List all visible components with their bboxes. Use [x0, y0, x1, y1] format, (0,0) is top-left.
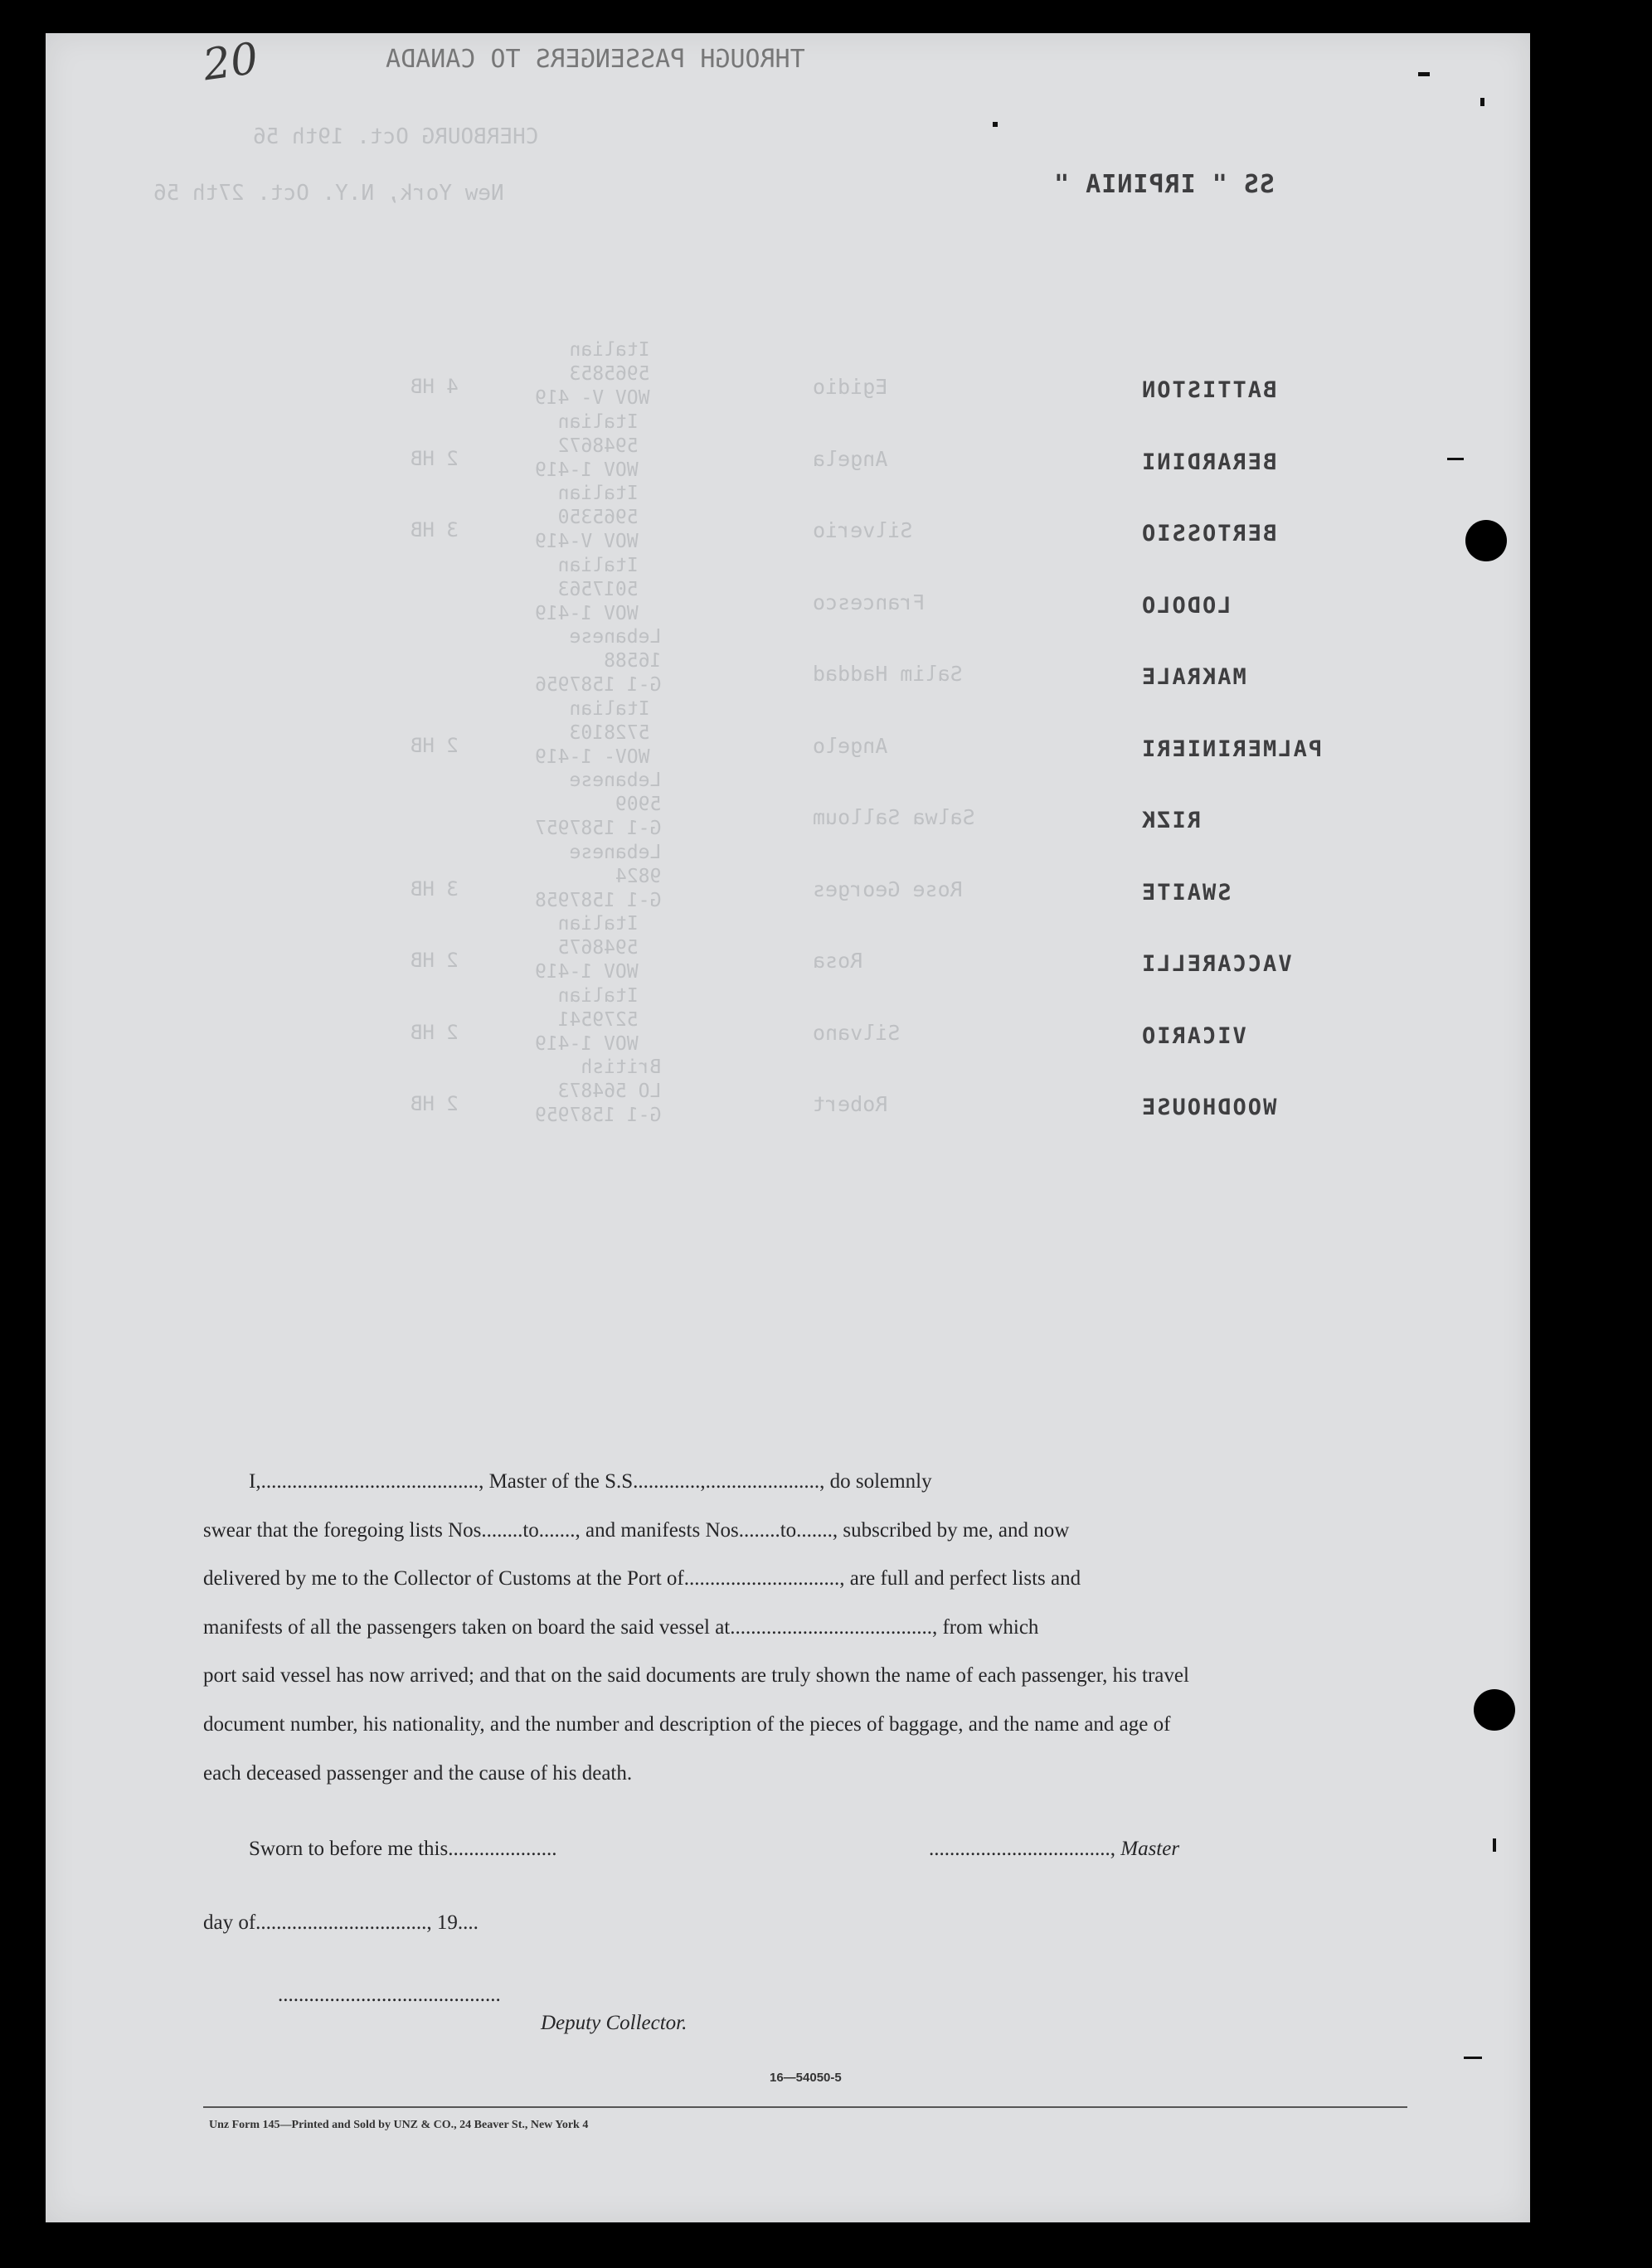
document-line: Italian [557, 483, 639, 504]
passenger-given-name: Angela [813, 446, 888, 471]
passenger-surname: MAKRALE [1140, 664, 1246, 690]
document-line: WOV 1-419 [535, 1032, 639, 1055]
document-line: 5948675 [557, 937, 639, 959]
passenger-given-name: Silverio [813, 518, 913, 542]
passenger-baggage: 3 HB [411, 877, 459, 901]
passenger-document [535, 769, 661, 841]
passenger-surname: WOODHOUSE [1140, 1095, 1277, 1120]
oath-line-5: port said vessel has now arrived; and that on the said documents are truly shown the name of each passenger, his travel [203, 1664, 1189, 1688]
oath-line-3: delivered by me to the Collector of Customs at the Port of.............................., are full and perfect lists and [203, 1567, 1081, 1591]
handwritten-number: 20 [200, 33, 262, 91]
speck-mark [1418, 72, 1430, 76]
document-line: WOV 1-419 [535, 961, 639, 983]
bleed-title: THROUGH PASSENGERS TO CANADA [386, 45, 805, 74]
punch-hole-upper [1465, 520, 1507, 561]
speck-mark [1480, 98, 1484, 106]
passenger-given-name: Francesco [813, 590, 926, 614]
passenger-document [535, 554, 639, 626]
deputy-dots: ........................................... [278, 1984, 501, 2006]
passenger-document [535, 482, 639, 554]
passenger-surname: VICARIO [1140, 1022, 1246, 1049]
passenger-baggage: 3 HB [411, 518, 459, 542]
printer-credit: Unz Form 145—Printed and Sold by UNZ & CO., 24 Beaver St., New York 4 [209, 2119, 589, 2131]
speck-mark [1464, 2057, 1482, 2059]
oath-line-1: I,.........................................., Master of the S.S.............,......................, do solemnly [249, 1470, 932, 1493]
document-line: Italian [569, 697, 650, 720]
passenger-baggage: 4 HB [411, 375, 459, 398]
passenger-given-name: Silvano [813, 1020, 901, 1045]
passenger-given-name: Rose Georges [813, 877, 963, 901]
oath-paragraph [203, 1458, 1406, 1798]
passenger-baggage: 2 HB [411, 733, 459, 757]
passenger-surname: VACCARELLI [1140, 951, 1292, 977]
document-line: British [581, 1056, 662, 1078]
deputy-collector-label: Deputy Collector. [541, 2012, 688, 2034]
bleed-arrival-line: New York, N.Y. Oct. 27th 56 [153, 181, 504, 206]
passenger-document [535, 984, 639, 1056]
passenger-surname: RIZK [1140, 808, 1202, 833]
document-line: Lebanese [569, 841, 662, 863]
passenger-surname: BERARDINI [1140, 449, 1277, 475]
passenger-document [535, 338, 649, 410]
document-line: G-1 1587956 [535, 674, 662, 696]
master-signature-line [929, 1838, 1179, 1861]
document-line: Italian [569, 339, 650, 361]
oath-line-7: each deceased passenger and the cause of his death. [203, 1761, 633, 1785]
speck-mark [1493, 1838, 1496, 1852]
passenger-baggage: 2 HB [411, 949, 459, 972]
passenger-document [535, 625, 661, 697]
passenger-document [535, 410, 639, 483]
passenger-baggage: 2 HB [411, 1020, 459, 1044]
passenger-document [535, 697, 649, 770]
document-line: Italian [557, 410, 639, 433]
passenger-surname: PALMERINIERI [1140, 736, 1323, 762]
master-dots: ..................................., [929, 1838, 1115, 1860]
passenger-given-name: Salwa Salloum [813, 805, 975, 829]
speck-mark [993, 122, 998, 127]
bleed-port-line: CHERBOURG Oct. 19th 56 [253, 124, 539, 149]
document-line: WOV 1-419 [535, 602, 639, 624]
speck-mark [1447, 458, 1464, 460]
passenger-baggage: 2 HB [411, 446, 459, 470]
document-line: Lebanese [569, 770, 662, 791]
footer-divider [203, 2106, 1407, 2108]
document-line: 5965853 [569, 363, 650, 385]
passenger-document [535, 841, 661, 913]
document-line: 16588 [604, 650, 662, 672]
oath-line-4: manifests of all the passengers taken on board the said vessel at......................................., from which [203, 1615, 1039, 1639]
passenger-baggage: 2 HB [411, 1092, 459, 1115]
document-line: WOV V-419 [535, 531, 639, 552]
document-line: Lebanese [569, 626, 662, 648]
document-line: 5948672 [557, 435, 639, 457]
document-line: 5909 [615, 794, 662, 815]
passenger-given-name: Rosa [813, 949, 863, 973]
passenger-surname: LODOLO [1140, 592, 1232, 619]
document-line: G-1 1587958 [535, 889, 662, 911]
passenger-document [535, 912, 639, 984]
document-line: Italian [557, 554, 639, 576]
oath-line-6: document number, his nationality, and the number and description of the pieces of baggage, and the name and age of [203, 1712, 1171, 1736]
passenger-surname: SWAITE [1140, 879, 1232, 906]
document-page [46, 33, 1530, 2222]
day-of-line: day of................................., 19.... [203, 1911, 479, 1934]
document-line: Italian [557, 913, 639, 935]
document-line: WOV- 1-419 [535, 745, 650, 768]
ship-name: SS " IRPINIA " [1053, 170, 1275, 199]
document-line: WOV V- 419 [535, 387, 650, 409]
punch-hole-lower [1474, 1689, 1515, 1731]
document-line: Italian [557, 984, 639, 1007]
passenger-given-name: Robert [813, 1092, 888, 1116]
passenger-surname: BERTOSSIO [1140, 521, 1277, 546]
passenger-given-name: Egidio [813, 375, 888, 399]
document-line: LO 564873 [557, 1081, 662, 1102]
passenger-document [535, 1056, 661, 1128]
document-line: 5965350 [557, 507, 639, 528]
document-line: 5728103 [569, 721, 650, 744]
passenger-given-name: Salim Haddad [813, 662, 963, 686]
document-line: G-1 1587957 [535, 818, 662, 839]
passenger-surname: BATTISTON [1140, 377, 1277, 403]
document-line: 5017563 [557, 578, 639, 600]
oath-line-2: swear that the foregoing lists Nos........to......., and manifests Nos........to......., subscribed by me, and now [203, 1518, 1070, 1542]
document-line: 9824 [615, 865, 662, 887]
sworn-text: Sworn to before me this..................... [249, 1838, 557, 1860]
document-line: 5279541 [557, 1008, 639, 1031]
master-label: Master [1120, 1838, 1180, 1860]
form-reference-number: 16—54050-5 [770, 2071, 842, 2085]
document-line: G-1 1587959 [535, 1105, 662, 1126]
document-line: WOV 1-419 [535, 459, 639, 481]
passenger-given-name: Angelo [813, 733, 888, 758]
